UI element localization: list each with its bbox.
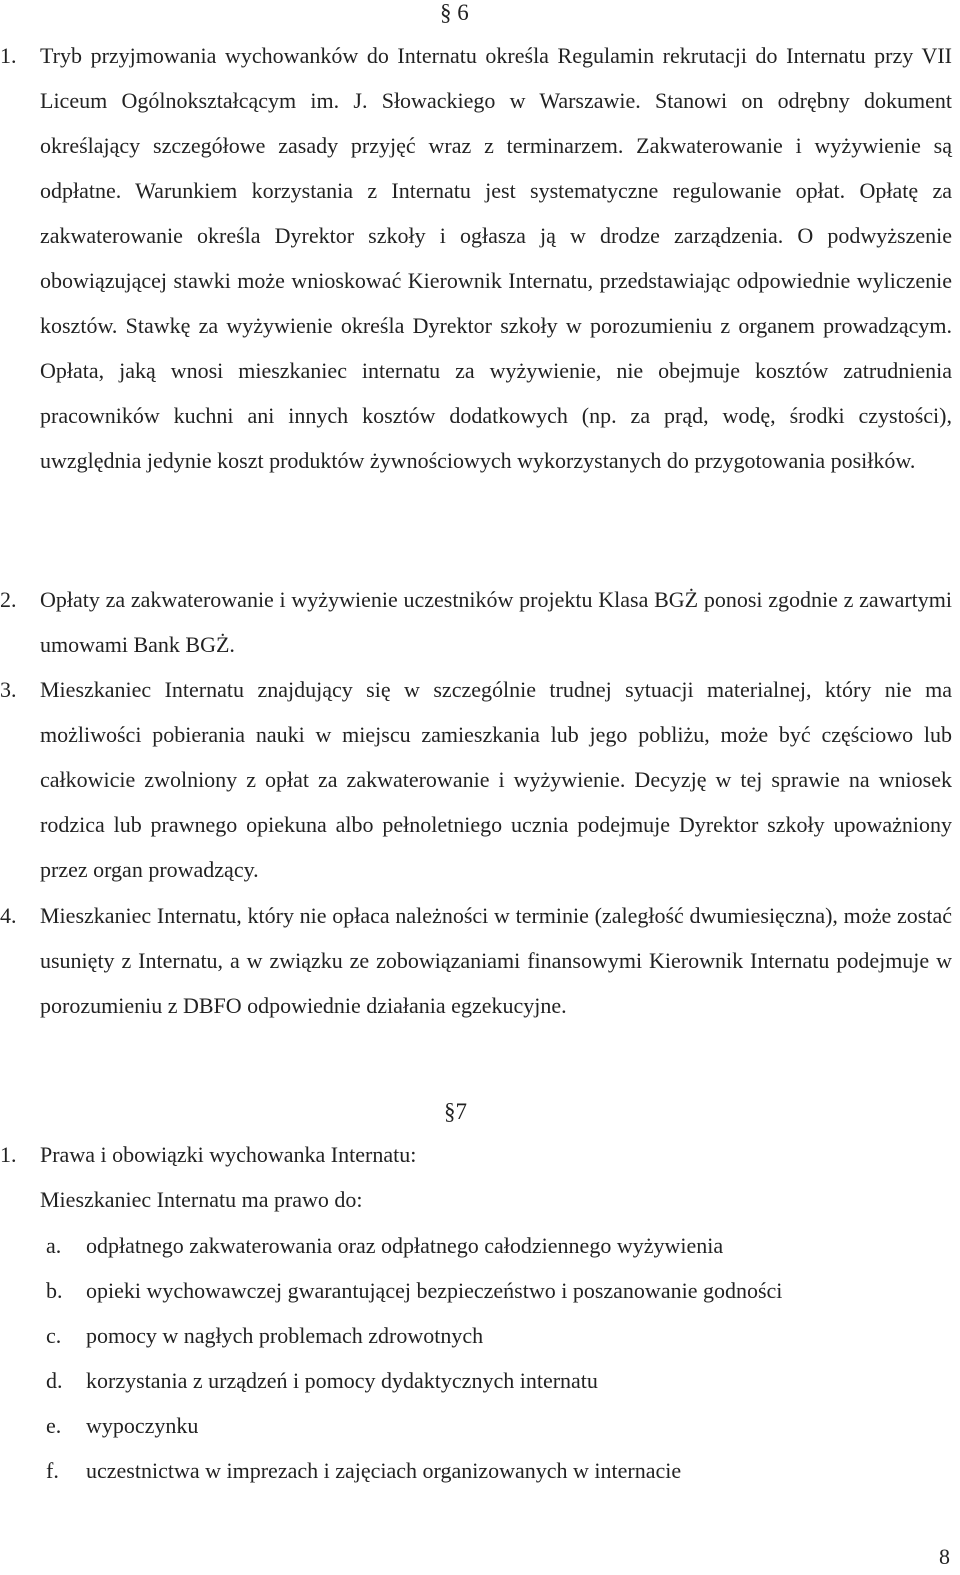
section-6-item-2-number: 2. — [0, 587, 17, 612]
section-6-item-4-number: 4. — [0, 903, 17, 928]
section-7-item-1-number: 1. — [0, 1142, 17, 1167]
rights-list-item — [40, 1223, 723, 1268]
page-number: 8 — [939, 1544, 950, 1569]
section-6-title: § 6 — [440, 0, 469, 25]
rights-list-letter: e. — [46, 1413, 62, 1438]
rights-list-text: korzystania z urządzeń i pomocy dydaktycznych internatu — [86, 1368, 598, 1393]
rights-list-text: uczestnictwa w imprezach i zajęciach organizowanych w internacie — [86, 1458, 682, 1483]
section-6-item-1-text: Tryb przyjmowania wychowanków do Internatu określa Regulamin rekrutacji do Internatu przy VII Liceum Ogólnokształcącym im. J. Słowackiego w Warszawie. Stanowi on odrębny dokument określający szczegółowe zasady przyjęć wraz z terminarzem. Zakwaterowanie i wyżywienie są odpłatne. Warunkiem korzystania z Internatu jest systematyczne regulowanie opłat. Opłatę za zakwaterowanie określa Dyrektor szkoły i ogłasza ją w drodze zarządzenia. O podwyższenie obowiązującej stawki może wnioskować Kierownik Internatu, przedstawiając odpowiednie wyliczenie kosztów. Stawkę za wyżywienie określa Dyrektor szkoły w porozumieniu z organem prowadzącym. Opłata, jaką wnosi mieszkaniec internatu za wyżywienie, nie obejmuje kosztów zatrudnienia pracowników kuchni ani innych kosztów dodatkowych (np. za prąd, wodę, środki czystości), uwzględnia jedynie koszt produktów żywnościowych wykorzystanych do przygotowania posiłków. — [40, 43, 952, 473]
section-7-item-1-heading: Prawa i obowiązki wychowanka Internatu: — [40, 1142, 417, 1167]
section-6-item-2-text: Opłaty za zakwaterowanie i wyżywienie uczestników projektu Klasa BGŻ ponosi zgodnie z zawartymi umowami Bank BGŻ. — [40, 587, 952, 657]
section-6-item-3-number: 3. — [0, 677, 17, 702]
rights-list-item — [40, 1313, 483, 1358]
rights-list-item — [40, 1268, 782, 1313]
section-6-item-4-text: Mieszkaniec Internatu, który nie opłaca należności w terminie (zaległość dwumiesięczna), może zostać usunięty z Internatu, a w związku ze zobowiązaniami finansowymi Kierownik Internatu podejmuje w porozumieniu z DBFO odpowiednie działania egzekucyjne. — [40, 903, 952, 1018]
rights-list-letter: c. — [46, 1323, 62, 1348]
rights-list-item — [40, 1403, 198, 1448]
rights-list-item — [40, 1448, 681, 1493]
rights-list-text: wypoczynku — [86, 1413, 199, 1438]
section-6-item-3-text: Mieszkaniec Internatu znajdujący się w szczególnie trudnej sytuacji materialnej, który nie ma możliwości pobierania nauki w miejscu zamieszkania lub jego pobliżu, może być częściowo lub całkowicie zwolniony z opłat za zakwaterowanie i wyżywienie. Decyzję w tej sprawie na wniosek rodzica lub prawnego opiekuna albo pełnoletniego ucznia podejmuje Dyrektor szkoły upoważniony przez organ prowadzący. — [40, 677, 952, 882]
section-7-title: §7 — [444, 1099, 467, 1124]
rights-list-text: odpłatnego zakwaterowania oraz odpłatnego całodziennego wyżywienia — [86, 1233, 724, 1258]
rights-list-letter: b. — [46, 1278, 63, 1303]
rights-list-text: opieki wychowawczej gwarantującej bezpieczeństwo i poszanowanie godności — [86, 1278, 783, 1303]
rights-list-letter: f. — [46, 1458, 59, 1483]
section-6-item-1-number: 1. — [0, 43, 17, 68]
section-7-rights-intro: Mieszkaniec Internatu ma prawo do: — [40, 1187, 363, 1212]
rights-list-letter: d. — [46, 1368, 63, 1393]
rights-list-item — [40, 1358, 598, 1403]
rights-list-text: pomocy w nagłych problemach zdrowotnych — [86, 1323, 484, 1348]
rights-list-letter: a. — [46, 1233, 62, 1258]
